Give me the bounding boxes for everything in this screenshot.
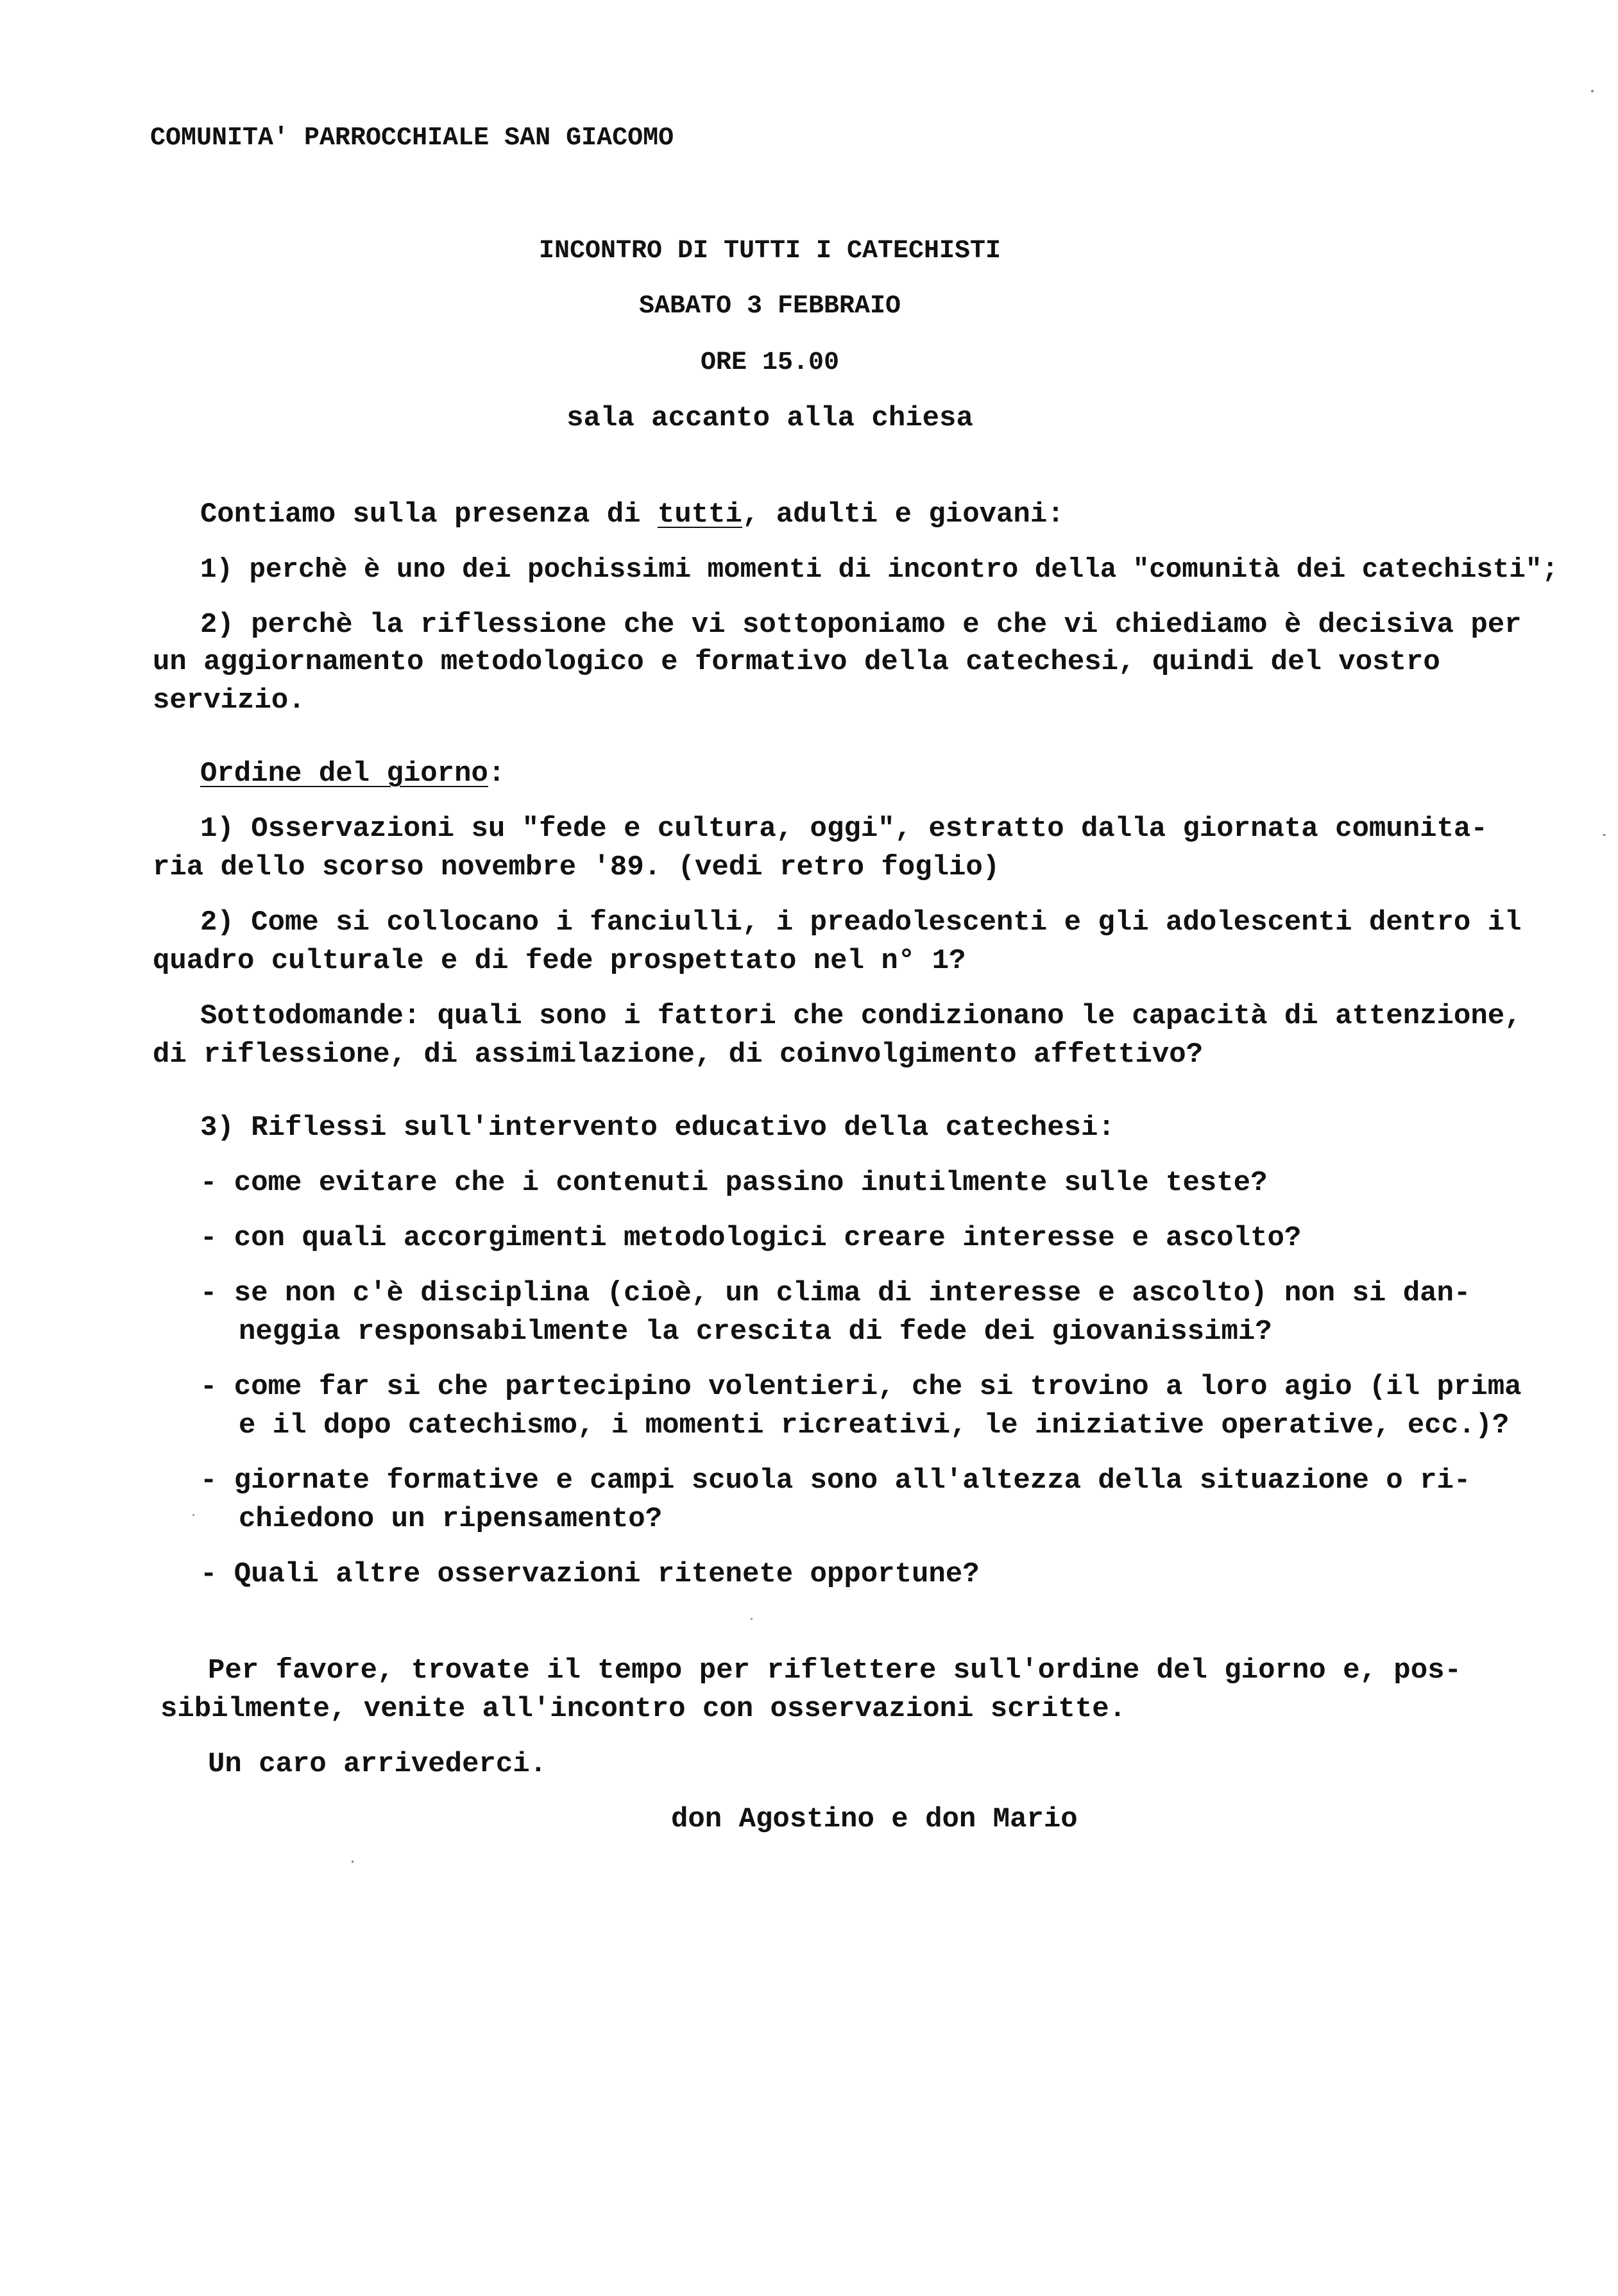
reason-2-line-2: un aggiornamento metodologico e formativo della catechesi, quindi del vostro bbox=[153, 646, 1440, 678]
subquestions-line-2: di riflessione, di assimilazione, di coinvolgimento affettivo? bbox=[153, 1039, 1204, 1071]
scan-speck bbox=[1591, 90, 1594, 92]
list-item: - se non c'è disciplina (cioè, un clima di interesse e ascolto) non si dan- bbox=[200, 1277, 1471, 1309]
emphasis-tutti: tutti bbox=[657, 498, 742, 531]
agenda-heading: Ordine del giorno: bbox=[200, 758, 506, 790]
scan-speck bbox=[751, 1618, 753, 1620]
reason-2-line-3: servizio. bbox=[153, 685, 305, 717]
farewell: Un caro arrivederci. bbox=[208, 1748, 547, 1780]
closing-request-line-2: sibilmente, venite all'incontro con osservazioni scritte. bbox=[160, 1693, 1127, 1725]
list-item-continuation: neggia responsabilmente la crescita di fede dei giovanissimi? bbox=[239, 1316, 1272, 1348]
list-item: - con quali accorgimenti metodologici creare interesse e ascolto? bbox=[200, 1222, 1302, 1254]
list-item: - giornate formative e campi scuola sono all'altezza della situazione o ri- bbox=[200, 1465, 1471, 1497]
agenda-item-1-line-1: 1) Osservazioni su "fede e cultura, oggi", estratto dalla giornata comunita- bbox=[200, 813, 1488, 845]
list-item-continuation: e il dopo catechismo, i momenti ricreativi, le iniziative operative, ecc.)? bbox=[239, 1409, 1510, 1441]
event-title: INCONTRO DI TUTTI I CATECHISTI bbox=[538, 237, 1001, 266]
signature: don Agostino e don Mario bbox=[671, 1803, 1078, 1835]
agenda-item-1-line-2: ria dello scorso novembre '89. (vedi retro foglio) bbox=[153, 851, 1000, 883]
event-date: SABATO 3 FEBBRAIO bbox=[638, 292, 901, 321]
reason-2-line-1: 2) perchè la riflessione che vi sottoponiamo e che vi chiediamo è decisiva per bbox=[200, 609, 1522, 641]
scan-speck bbox=[352, 1860, 353, 1863]
scan-speck bbox=[192, 1514, 194, 1516]
list-item: - come far si che partecipino volentieri, che si trovino a loro agio (il prima bbox=[200, 1371, 1522, 1403]
event-time: ORE 15.00 bbox=[700, 348, 840, 377]
agenda-item-3: 3) Riflessi sull'intervento educativo della catechesi: bbox=[200, 1112, 1115, 1144]
reason-1: 1) perchè è uno dei pochissimi momenti di incontro della "comunità dei catechisti"; bbox=[200, 554, 1558, 585]
intro-lead: Contiamo sulla presenza di tutti, adulti e giovani: bbox=[200, 498, 1064, 531]
event-place: sala accanto alla chiesa bbox=[566, 402, 973, 434]
organization-name: COMUNITA' PARROCCHIALE SAN GIACOMO bbox=[150, 124, 674, 153]
list-item: - come evitare che i contenuti passino inutilmente sulle teste? bbox=[200, 1167, 1268, 1199]
closing-request-line-1: Per favore, trovate il tempo per riflettere sull'ordine del giorno e, pos- bbox=[208, 1654, 1461, 1687]
list-item-continuation: chiedono un ripensamento? bbox=[239, 1503, 663, 1535]
scan-speck bbox=[1603, 834, 1606, 836]
list-item: - Quali altre osservazioni ritenete opportune? bbox=[200, 1558, 980, 1590]
agenda-item-2-line-2: quadro culturale e di fede prospettato nel n° 1? bbox=[153, 945, 966, 977]
agenda-item-2-line-1: 2) Come si collocano i fanciulli, i preadolescenti e gli adolescenti dentro il bbox=[200, 906, 1522, 939]
subquestions-line-1: Sottodomande: quali sono i fattori che condizionano le capacità di attenzione, bbox=[200, 1000, 1522, 1032]
